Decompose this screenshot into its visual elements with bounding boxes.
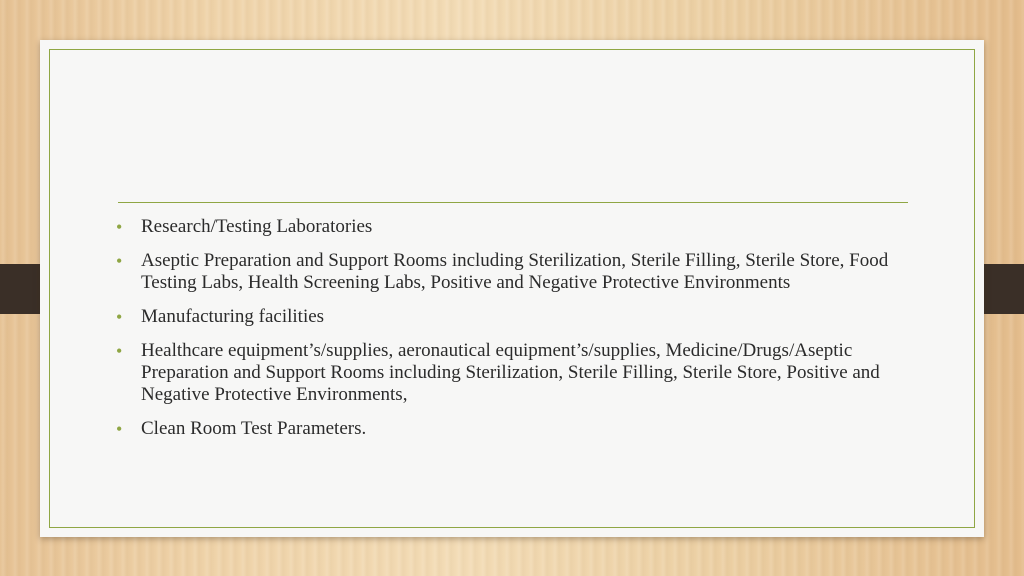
bullet-text: Aseptic Preparation and Support Rooms including Sterilization, Sterile Filling, Sterile Store, Food Testing Labs, Health Screening Labs, Positive and Negative Protective Environments <box>141 250 889 293</box>
bullet-item-manufacturing <box>116 306 916 328</box>
bullet-text: Healthcare equipment’s/supplies, aeronautical equipment’s/supplies, Medicine/Drugs/Aseptic Preparation and Support Rooms including Sterilization, Sterile Filling, Sterile Store, Positive and Negative Protective Environments, <box>141 340 880 405</box>
bullet-item-aseptic-preparation <box>116 250 916 294</box>
bullet-text: Clean Room Test Parameters. <box>141 418 367 439</box>
title-divider-line <box>118 202 908 203</box>
bullet-item-research-labs <box>116 216 916 238</box>
bullet-icon: • <box>116 217 123 237</box>
bullet-text: Manufacturing facilities <box>141 306 325 327</box>
bullet-item-healthcare-equipment <box>116 340 916 406</box>
bullet-list <box>116 216 916 452</box>
bullet-item-test-parameters <box>116 418 916 440</box>
bullet-icon: • <box>116 341 123 361</box>
bullet-icon: • <box>116 419 123 439</box>
slide-card <box>40 40 984 537</box>
bullet-icon: • <box>116 251 123 271</box>
bullet-icon: • <box>116 307 123 327</box>
bullet-text: Research/Testing Laboratories <box>141 216 373 237</box>
